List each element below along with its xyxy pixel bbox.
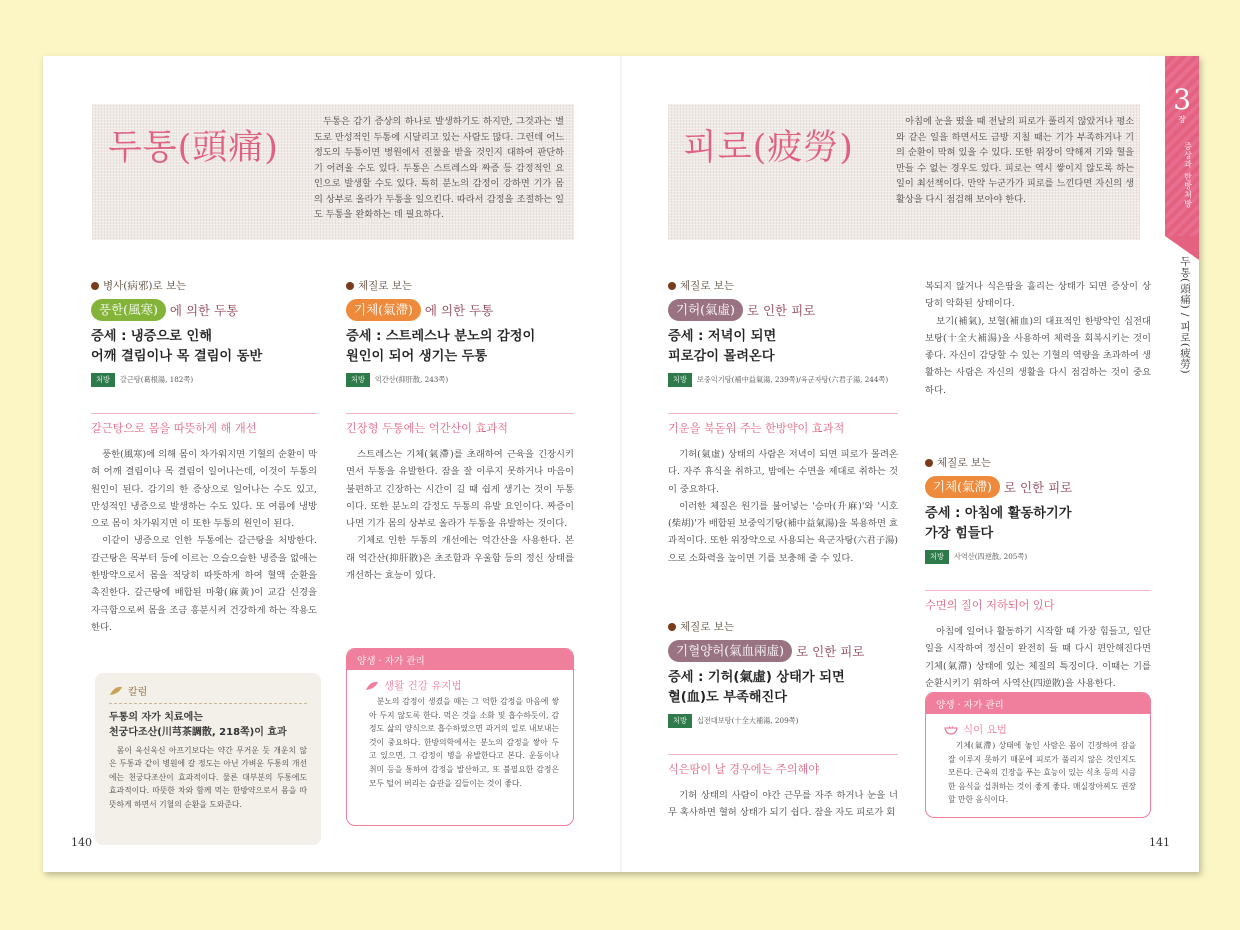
paragraph: 아침에 일어나 활동하기 시작할 때 가장 힘들고, 일단 일을 시작하여 정신이 완전히 들 때 다시 편안해진다면 기체(氣滯) 상태에 있는 체질의 특징이다. 이때는 기를 순환시키기 위하여 사역산(四逆散)을 사용한다.	[925, 626, 1151, 689]
section-title: 기운을 북돋워 주는 한방약이 효과적	[668, 422, 845, 435]
chapter-tab	[1165, 56, 1199, 236]
symptom-text	[668, 668, 898, 708]
column-note-text: 몸이 욱신욱신 아프기보다는 약간 무거운 듯 개운치 않은 두통과 같이 병원에 갈 정도는 아닌 가벼운 두통의 개선에는 천궁다조산이 효과적이다. 물론 대부분의 두통에도 효과적이다. 따뜻한 차와 함께 먹는 한방약으로서 몸을 따뜻하게 하면서 기혈의 순환을 도와준다.	[109, 746, 307, 809]
symptom-line: 피로감이 몰려온다	[668, 349, 775, 364]
left-header-title: 두통(頭痛)	[108, 128, 279, 168]
category-text: 체질로 보는	[358, 280, 413, 292]
left-header-banner	[92, 104, 574, 240]
chapter-title: 증상과 한방처방	[1183, 142, 1193, 209]
section-title: 식은땀이 날 경우에는 주의해야	[668, 763, 820, 777]
paragraph: 기허 상태의 사람이 야간 근무를 자주 하거나 눈을 너무 혹사하면 혈허 상태가 되기 쉽다. 잠을 자도 피로가 회	[668, 790, 898, 819]
section-heading	[668, 754, 898, 777]
section-title: 긴장형 두통에는 억간산이 효과적	[346, 422, 508, 435]
body-text	[668, 787, 898, 822]
right-column-2	[925, 278, 1151, 692]
type-badge: 기혈양허(氣血兩虛)	[668, 640, 792, 662]
self-care-subtitle	[347, 670, 573, 693]
paragraph: 이같이 냉증으로 인한 두통에는 갈근탕을 처방한다. 갈근탕은 목부터 등에 이르는 으슬으슬한 냉증을 없애는 한방약으로서 몸을 적당히 따뜻하게 하여 혈액 순환을 촉진한다. 갈근탕에 배합된 마황(麻黃)이 교감 신경을 자극함으로써 몸을 조금 흥분시켜 건강하게 하는 작용도 한다.	[91, 535, 317, 633]
type-heading	[346, 299, 574, 321]
section-title: 수면의 질이 저하되어 있다	[925, 599, 1055, 613]
self-care-box	[925, 692, 1151, 818]
symptom-text	[346, 327, 574, 367]
leaf-icon	[109, 686, 123, 696]
paragraph: 복되지 않거나 식은땀을 흘리는 상태가 되면 증상이 상당히 악화된 상태이다.	[925, 281, 1151, 310]
leaf-icon	[365, 681, 379, 691]
section-heading	[91, 413, 317, 436]
prescription-text: 억간산(抑肝散, 243쪽)	[374, 375, 449, 384]
left-column-2	[346, 278, 574, 584]
prescription-text: 갈근탕(葛根湯, 182쪽)	[119, 375, 194, 384]
paragraph: 이러한 체질은 원기를 불어넣는 '승마(升麻)'와 '시호(柴胡)'가 배합된 보중익기탕(補中益氣湯)을 복용하면 효과적이다. 또한 위장약으로 사용되는 육군자탕(六君子湯)으로 소화력을 높이면 기를 보충해 줄 수 있다.	[668, 500, 898, 564]
prescription	[91, 373, 317, 387]
bullet-dot-icon	[91, 282, 99, 290]
body-text	[91, 446, 317, 636]
chapter-unit: 장	[1178, 115, 1186, 124]
category-label	[91, 278, 317, 293]
body-text	[668, 446, 898, 567]
right-header-title: 피로(疲勞)	[683, 128, 854, 168]
bowl-icon	[944, 725, 958, 735]
type-suffix: 로 인한 피로	[746, 303, 816, 318]
section-heading	[346, 413, 574, 436]
paragraph: 풍한(風寒)에 의해 몸이 차가워지면 기혈의 순환이 막혀 어깨 결림이나 목 결림이 일어나는데, 이것이 두통의 원인이 된다. 감기의 한 증상으로 일어나는 수도 있고, 만성적인 냉증으로 발생하는 수도 있다. 또 여름에 냉방으로 몸이 차가워지면 이 또한 두통의 원인이 된다.	[91, 449, 317, 530]
prescription-tag: 처방	[346, 373, 370, 387]
type-badge: 기허(氣虛)	[668, 299, 743, 321]
column-note-box	[95, 673, 321, 845]
section-title: 갈근탕으로 몸을 따뜻하게 해 개선	[91, 422, 257, 435]
prescription-text: 사역산(四逆散, 205쪽)	[953, 552, 1028, 562]
type-heading	[668, 640, 898, 662]
column-note-title	[109, 710, 307, 740]
category-text: 체질로 보는	[680, 280, 735, 292]
type-badge: 기체(氣滯)	[925, 476, 1000, 498]
type-suffix: 로 인한 피로	[796, 644, 865, 660]
left-column-1	[91, 278, 317, 636]
type-suffix: 에 의한 두통	[424, 303, 494, 318]
symptom-line: 가장 힘들다	[925, 526, 994, 542]
prescription	[668, 714, 898, 728]
self-care-bar: 양생 · 자가 관리	[926, 693, 1150, 714]
prescription-tag: 처방	[91, 373, 115, 387]
category-text: 체질로 보는	[937, 457, 992, 470]
bullet-dot-icon	[668, 623, 676, 631]
symptom-line: 증세 : 아침에 활동하기가	[925, 506, 1072, 522]
page-number-left: 140	[71, 836, 92, 849]
category-text: 병사(病邪)로 보는	[103, 280, 187, 292]
type-heading	[668, 299, 898, 321]
self-care-box	[346, 648, 574, 826]
prescription	[346, 373, 574, 387]
symptom-line: 증세 : 냉증으로 인해	[91, 329, 212, 344]
left-header-text: 두통은 감기 증상의 하나로 발생하기도 하지만, 그것과는 별도로 만성적인 두통에 시달리고 있는 사람도 많다. 그런데 어느 정도의 두통이면 병원에서 진찰을 받을 것인지 대하여 판단하기 어려울 수도 있다. 두통은 스트레스와 짜증 등 감정적인 요인으로 발생할 수도 있다. 특히 분노의 감정이 강하면 기가 몸의 상부로 올라가 두통을 일으킨다. 따라서 감정을 조절하는 일도 두통을 완화하는 데 필요하다.	[314, 116, 564, 220]
prescription	[925, 550, 1151, 564]
category-label	[668, 619, 898, 634]
bullet-dot-icon	[925, 459, 933, 467]
symptom-text	[668, 327, 898, 367]
type-badge: 풍한(風寒)	[91, 299, 166, 321]
side-running-label: 두통(頭痛) / 피로(疲勞)	[1179, 256, 1191, 375]
self-care-subtitle	[926, 714, 1150, 737]
right-header-banner	[668, 104, 1140, 240]
self-care-text: 분노의 감정이 생겼을 때는 그 억한 감정을 마음에 쌓아 두지 않도록 한다. 먹은 것을 소화 및 흡수하듯이, 감정도 삶의 양식으로 흡수하였으면 과거의 일로 내보내는 것이 중요하다. 한방의학에서는 분노의 감정을 쌓아 두고 있으면, 그 감정이 병을 유발한다고 본다. 운동이나 취미 등을 통하여 감정을 발산하고, 또 불필요한 감정은 모두 털어 버리는 습관을 길들이는 것이 좋다.	[369, 697, 559, 788]
type-suffix: 로 인한 피로	[1003, 480, 1073, 496]
prescription-tag: 처방	[668, 714, 692, 728]
paragraph: 보기(補氣), 보혈(補血)의 대표적인 한방약인 십전대보탕(十全大補湯)을 사용하여 체력을 회복시키는 것이 좋다. 자신이 감당할 수 있는 기혈의 역량을 초과하여 생활하는 사람은 자신의 생활을 다시 점검하는 것이 중요하다.	[925, 315, 1151, 396]
section-heading	[668, 413, 898, 436]
prescription-tag: 처방	[668, 373, 692, 387]
symptom-line: 증세 : 스트레스나 분노의 감정이	[346, 329, 536, 344]
category-label	[668, 278, 898, 293]
symptom-line: 증세 : 저녁이 되면	[668, 329, 777, 344]
symptom-line: 증세 : 기허(氣虛) 상태가 되면	[668, 670, 845, 686]
symptom-line: 원인이 되어 생기는 두통	[346, 349, 488, 364]
type-heading	[925, 476, 1151, 498]
prescription	[668, 373, 898, 387]
symptom-text	[925, 504, 1151, 544]
chapter-number: 3	[1173, 83, 1191, 116]
symptom-text	[91, 327, 317, 367]
prescription-text: 십전대보탕(十全大補湯, 209쪽)	[696, 716, 799, 726]
self-care-subtitle-text: 생활 건강 유지법	[384, 680, 462, 692]
self-care-bar: 양생 · 자가 관리	[347, 649, 573, 670]
category-label	[346, 278, 574, 293]
column-note-header	[109, 683, 307, 704]
section-heading	[925, 590, 1151, 613]
symptom-line: 혈(血)도 부족해진다	[668, 690, 788, 706]
body-text	[925, 623, 1151, 692]
right-column-1	[668, 278, 898, 822]
body-text	[925, 278, 1151, 399]
type-heading	[91, 299, 317, 321]
bullet-dot-icon	[346, 282, 354, 290]
paragraph: 기체로 인한 두통의 개선에는 억간산을 사용한다. 본래 억간산(抑肝散)은 초조함과 우울함 등의 정신 상태를 개선하는 효능이 있다.	[346, 535, 574, 582]
category-text: 체질로 보는	[680, 621, 735, 634]
symptom-line: 어깨 결림이나 목 결림이 동반	[91, 349, 263, 364]
type-badge: 기체(氣滯)	[346, 299, 421, 321]
page-number-right: 141	[1149, 836, 1170, 849]
right-header-text: 아침에 눈을 떴을 때 전날의 피로가 풀리지 않았거나 평소와 같은 일을 하면서도 금방 지칠 때는 기가 부족하거나 기의 순환이 막혀 있을 수 있다. 또한 위장이 약해져 기와 혈을 만들 수 없는 경우도 있다. 피로는 역시 쌓이지 않도록 하는 일이 최선책이다. 만약 누군가가 피로를 느낀다면 자신의 생활상을 다시 점검해 보아야 한다.	[896, 116, 1134, 205]
self-care-subtitle-text: 식이 요법	[963, 724, 1007, 736]
type-suffix: 에 의한 두통	[169, 303, 239, 318]
column-note-title-line: 두통의 자가 치료에는	[109, 712, 203, 723]
paragraph: 기허(氣虛) 상태의 사람은 저녁이 되면 피로가 몰려온다. 자주 휴식을 취하고, 밤에는 수면을 제대로 취하는 것이 중요하다.	[668, 449, 898, 495]
prescription-tag: 처방	[925, 550, 949, 564]
bullet-dot-icon	[668, 282, 676, 290]
prescription-text: 보중익기탕(補中益氣湯, 239쪽)/육군자탕(六君子湯, 244쪽)	[696, 375, 889, 384]
column-note-label: 칼럼	[128, 687, 148, 698]
body-text	[346, 446, 574, 584]
paragraph: 스트레스는 기체(氣滯)를 초래하여 근육을 긴장시키면서 두통을 유발한다. 잠을 잘 이루지 못하거나 마음이 불편하고 긴장하는 시간이 길 때 쉽게 생기는 것이 두통이다. 또한 분노의 감정도 두통의 유발 요인이다. 짜증이 나면 기가 몸의 상부로 올라가 두통을 유발하는 것이다.	[346, 449, 574, 530]
column-note-title-line: 천궁다조산(川芎茶調散, 218쪽)이 효과	[109, 727, 287, 738]
category-label	[925, 455, 1151, 470]
book-spread	[43, 56, 1199, 872]
gutter	[620, 56, 622, 872]
self-care-text: 기체(氣滯) 상태에 놓인 사람은 몸이 긴장하여 잠을 잘 이루지 못하기 때문에 피로가 풀리지 않은 것인지도 모른다. 근육의 긴장을 푸는 효능이 있는 식초 등의 시큼한 음식을 섭취하는 것이 좋게 좋다. 매실장아찌도 권장할 만한 음식이다.	[948, 741, 1137, 805]
